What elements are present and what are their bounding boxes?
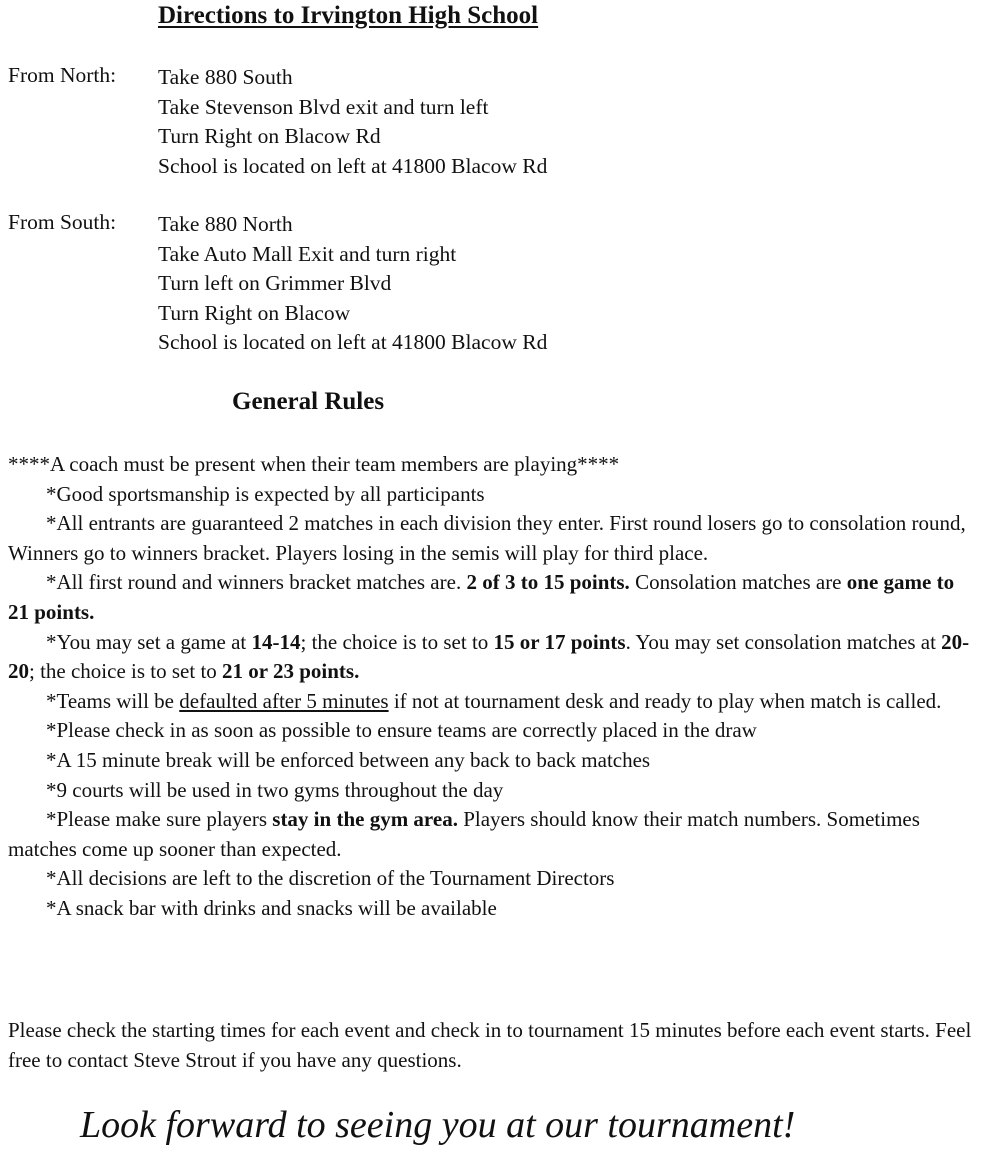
direction-step: Take 880 South bbox=[158, 65, 293, 89]
rule-emphasis: 20-20 bbox=[8, 629, 970, 684]
rule-text: . You may set consolation matches at bbox=[625, 629, 942, 654]
direction-step: Turn left on Grimmer Blvd bbox=[158, 271, 392, 295]
rules-heading: General Rules bbox=[232, 388, 385, 415]
rule-text: Players should know their match numbers. Sometimes matches come up sooner than expected. bbox=[8, 807, 920, 861]
rule-setting bbox=[8, 628, 974, 687]
direction-step: Turn Right on Blacow bbox=[158, 300, 351, 325]
direction-label-south: From South: bbox=[8, 210, 117, 234]
rule-underline: defaulted after 5 minutes bbox=[179, 688, 389, 713]
rule-guarantee: *All entrants are guaranteed 2 matches in each division they enter. First round losers go to consolation round, Winners go to winners bracket. Players losing in the semis will play for third place. bbox=[8, 511, 966, 565]
rule-emphasis: 2 of 3 to 15 points. bbox=[466, 570, 630, 595]
rule-break: *A 15 minute break will be enforced between any back to back matches bbox=[46, 747, 651, 772]
rule-coach: ****A coach must be present when their team members are playing**** bbox=[8, 452, 620, 476]
rule-sportsmanship: *Good sportsmanship is expected by all participants bbox=[46, 481, 485, 506]
direction-step: Take Stevenson Blvd exit and turn left bbox=[158, 94, 489, 119]
rule-decisions: *All decisions are left to the discretion of the Tournament Directors bbox=[46, 866, 615, 891]
rule-text: if not at tournament desk and ready to play when match is called. bbox=[388, 688, 942, 713]
document-title: Directions to Irvington High School bbox=[158, 2, 539, 29]
rule-text: ; the choice is to set to bbox=[29, 659, 223, 684]
closing-text: Please check the starting times for each event and check in to tournament 15 minutes before each event starts. Feel free to contact Steve Strout if you have any questions. bbox=[8, 1018, 972, 1072]
rule-text: *You may set a game at bbox=[46, 629, 252, 654]
rule-text: Consolation matches are bbox=[629, 570, 847, 595]
direction-step: School is located on left at 41800 Blacow Rd bbox=[158, 153, 548, 178]
signoff-line: Look forward to seeing you at our tournament! bbox=[80, 1104, 796, 1146]
direction-step: School is located on left at 41800 Blacow Rd bbox=[158, 330, 548, 354]
rules-list bbox=[8, 450, 974, 924]
rule-default bbox=[8, 687, 974, 717]
rule-text: *All first round and winners bracket matches are. bbox=[46, 570, 467, 595]
rule-courts: *9 courts will be used in two gyms throughout the day bbox=[46, 777, 504, 802]
rule-match-format bbox=[8, 568, 974, 627]
rule-text: *Please make sure players bbox=[46, 807, 273, 832]
rule-emphasis: 15 or 17 points bbox=[493, 629, 626, 654]
rule-emphasis: 21 or 23 points. bbox=[222, 659, 360, 684]
direction-steps-south bbox=[158, 210, 547, 358]
direction-step: Turn Right on Blacow Rd bbox=[158, 124, 381, 148]
rule-gym-area bbox=[8, 805, 974, 864]
rule-text: *Teams will be bbox=[46, 688, 180, 713]
rule-checkin: *Please check in as soon as possible to ensure teams are correctly placed in the draw bbox=[46, 718, 757, 743]
rule-emphasis: one game to 21 points. bbox=[8, 570, 955, 624]
direction-steps-north bbox=[158, 63, 547, 181]
rule-text: ; the choice is to set to bbox=[300, 629, 494, 654]
direction-step: Take 880 North bbox=[158, 212, 293, 236]
rule-snack-bar: *A snack bar with drinks and snacks will be available bbox=[46, 895, 497, 920]
rule-emphasis: stay in the gym area. bbox=[272, 807, 458, 832]
direction-step: Take Auto Mall Exit and turn right bbox=[158, 241, 457, 266]
rule-emphasis: 14-14 bbox=[251, 629, 301, 654]
direction-label-north: From North: bbox=[8, 63, 117, 87]
closing-paragraph bbox=[8, 1016, 974, 1075]
